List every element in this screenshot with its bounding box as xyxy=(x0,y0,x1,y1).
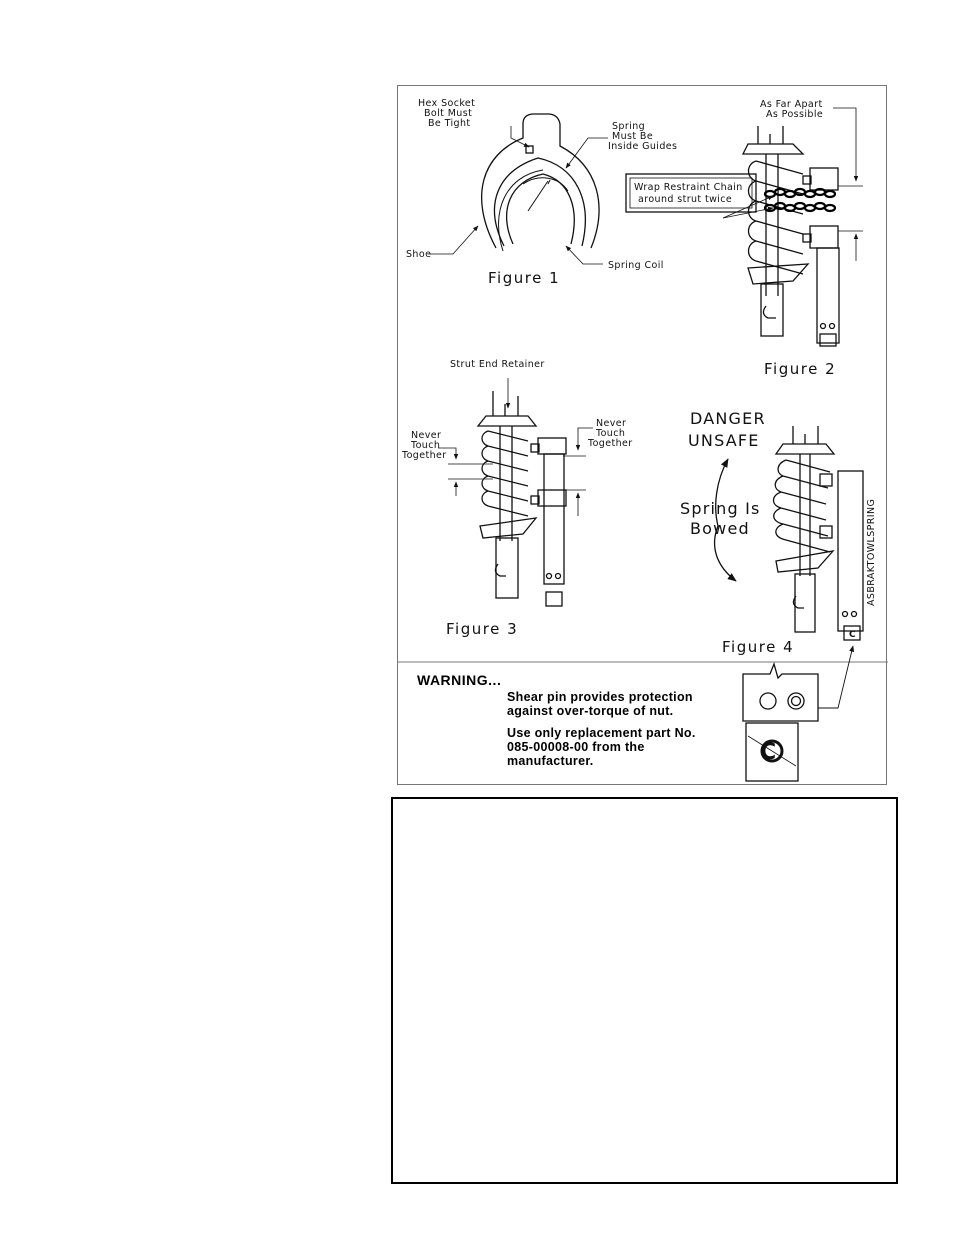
fig4-brand-vertical: ASBRAKTOWLSPRING xyxy=(866,498,877,606)
figure1-caption: Figure 1 xyxy=(488,269,561,287)
fig4-danger-line2: UNSAFE xyxy=(688,431,760,450)
fig3-left-line3: Together xyxy=(402,450,447,461)
fig1-hex-socket-line1: Hex Socket xyxy=(418,98,476,109)
figure2-strut-drawing xyxy=(743,126,839,346)
fig1-spring-coil-label: Spring Coil xyxy=(608,260,664,271)
fig2-apart-line1: As Far Apart xyxy=(760,99,823,110)
fig4-bowed-line1: Spring Is xyxy=(680,499,761,518)
fig3-retainer-label: Strut End Retainer xyxy=(450,359,545,370)
figure3-leaders xyxy=(438,378,593,516)
fig3-right-line3: Together xyxy=(588,438,633,449)
shear-pin-c-mark: C xyxy=(760,740,777,765)
fig2-chain-note-line1: Wrap Restraint Chain xyxy=(634,182,743,193)
figure4-strut-drawing xyxy=(774,426,864,640)
warning-shear-pin-text: Shear pin provides protection against over-torque of nut. xyxy=(507,690,693,718)
svg-text:C: C xyxy=(849,630,856,640)
fig3-right-line1: Never xyxy=(596,418,627,429)
fig3-left-line2: Touch xyxy=(411,440,441,451)
figure4-caption: Figure 4 xyxy=(722,638,795,656)
fig1-spring-guides-line1: Spring xyxy=(612,121,646,132)
fig4-bowed-line2: Bowed xyxy=(690,519,750,538)
figure2-restraint-chain xyxy=(765,189,835,211)
warning-replacement-text: Use only replacement part No. 085-00008-00 from the manufacturer. xyxy=(507,726,696,768)
fig1-spring-guides-line2: Must Be xyxy=(612,131,654,142)
fig2-chain-note-line2: around strut twice xyxy=(638,194,733,205)
fig1-shoe-label: Shoe xyxy=(406,249,432,260)
figure3-strut-drawing xyxy=(478,391,566,606)
diagram-panel xyxy=(397,85,887,785)
fig1-hex-socket-line2: Bolt Must xyxy=(424,108,473,119)
warning-title: WARNING... xyxy=(417,672,502,688)
fig4-danger-line1: DANGER xyxy=(690,409,766,428)
fig2-apart-line2: As Possible xyxy=(766,109,824,120)
figure1-shoe-drawing xyxy=(482,114,599,251)
fig3-right-line2: Touch xyxy=(596,428,626,439)
figure3-caption: Figure 3 xyxy=(446,620,519,638)
notes-box xyxy=(391,797,898,1184)
fig1-spring-guides-line3: Inside Guides xyxy=(608,141,678,152)
fig3-left-line1: Never xyxy=(411,430,442,441)
fig1-hex-socket-line3: Be Tight xyxy=(428,118,471,129)
figure2-caption: Figure 2 xyxy=(764,360,837,378)
